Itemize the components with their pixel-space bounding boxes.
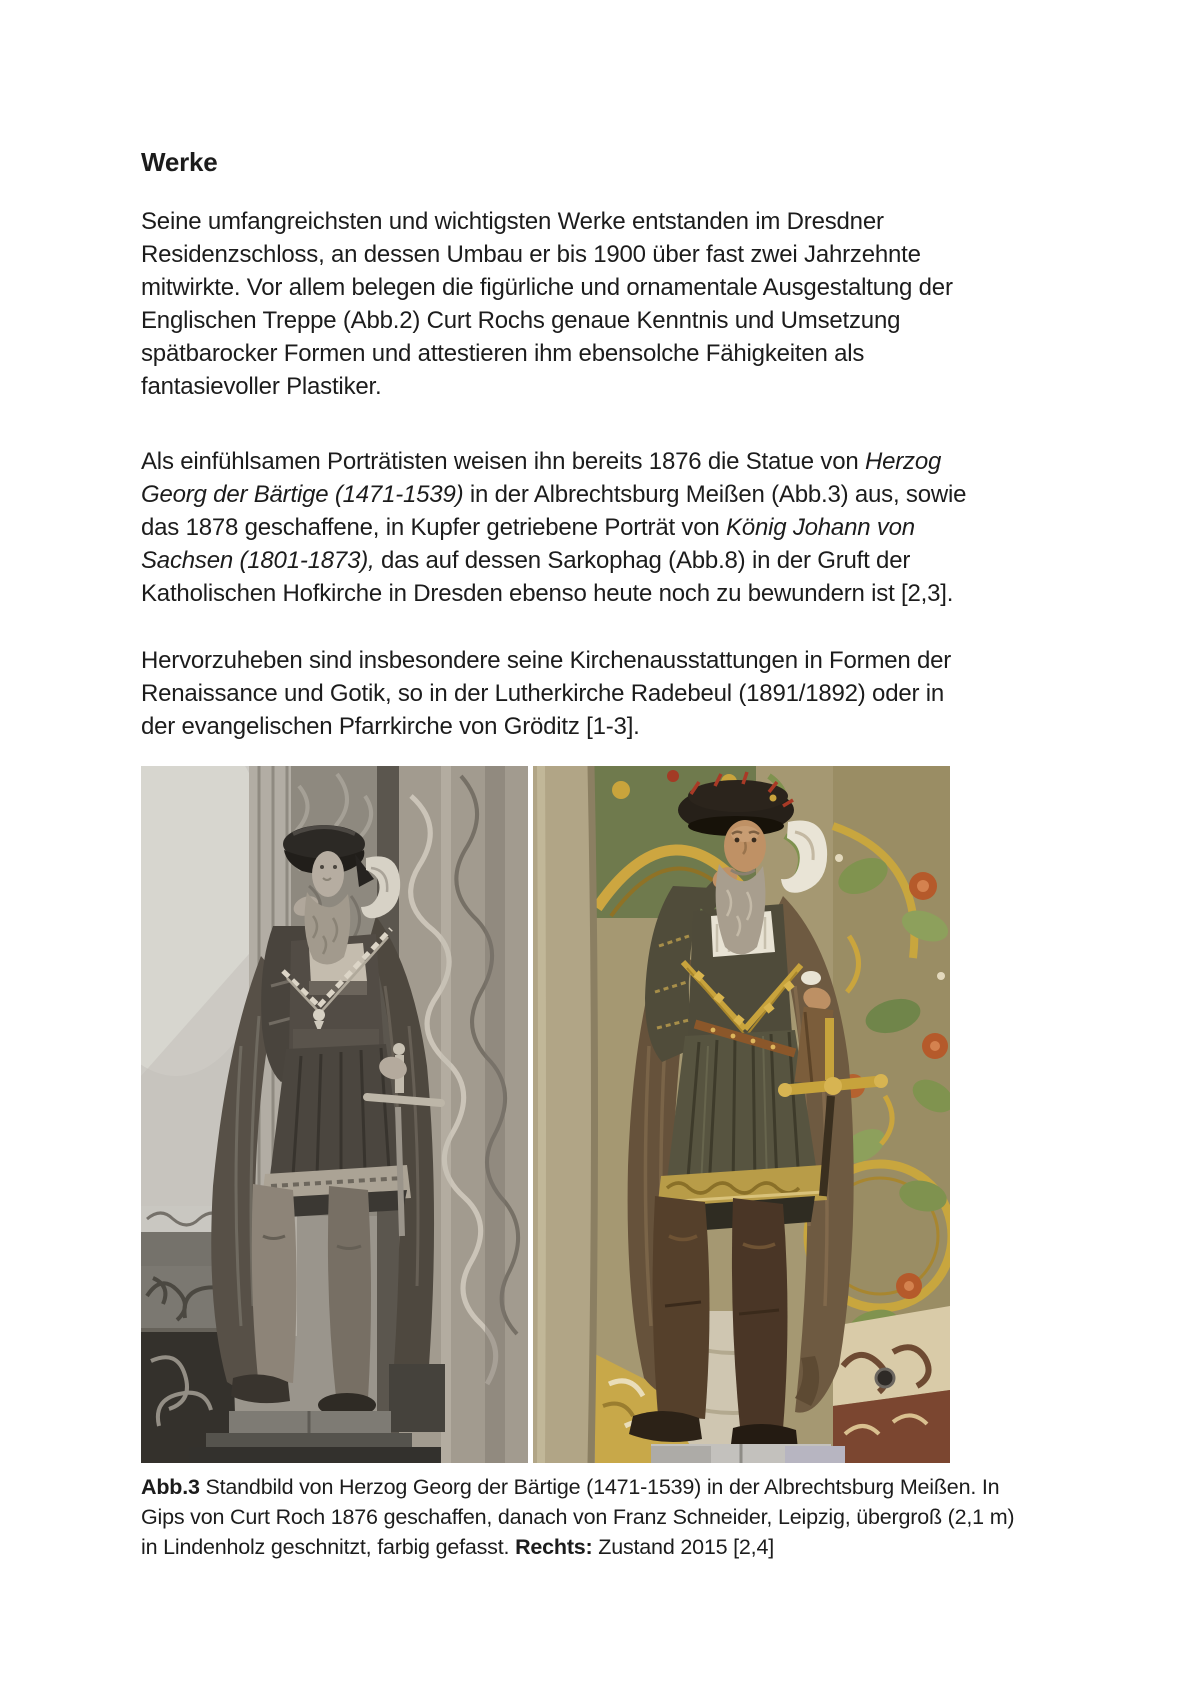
text-run: spätbarocker Formen und attestieren ihm ebensolche Fähigkeiten als	[141, 340, 865, 367]
figure-caption	[141, 1472, 1151, 1562]
text-run: fantasievoller Plastiker.	[141, 373, 382, 400]
text-run: mitwirkte. Vor allem belegen die figürliche und ornamentale Ausgestaltung der	[141, 274, 953, 301]
text-run: Katholischen Hofkirche in Dresden ebenso heute noch zu bewundern ist [2,3].	[141, 580, 954, 607]
text-run: Als einfühlsamen Porträtisten weisen ihn bereits 1876 die Statue von	[141, 448, 865, 475]
figure-row	[141, 766, 1151, 1463]
text-run: Seine umfangreichsten und wichtigsten Werke entstanden im Dresdner	[141, 208, 884, 235]
text-run: Hervorzuheben sind insbesondere seine Kirchenausstattungen in Formen der	[141, 647, 952, 674]
text-run: Standbild von Herzog Georg der Bärtige (1471-1539) in der Albrechtsburg Meißen. In	[199, 1475, 1000, 1499]
paragraph-werke-3	[141, 644, 1151, 743]
text-run: König Johann von	[725, 514, 915, 541]
figure-right-color-photo	[533, 766, 950, 1463]
text-run: Rechts:	[515, 1535, 593, 1559]
text-run: in Lindenholz geschnitzt, farbig gefasst.	[141, 1535, 516, 1559]
text-run: Abb.3	[141, 1475, 200, 1499]
text-run: das auf dessen Sarkophag (Abb.8) in der Gruft der	[374, 547, 911, 574]
text-run: Herzog	[864, 448, 942, 475]
figure-left-bw-photo	[141, 766, 528, 1463]
paragraph-werke-1	[141, 205, 1151, 403]
text-run: Residenzschloss, an dessen Umbau er bis 1900 über fast zwei Jahrzehnte	[141, 241, 921, 268]
text-run: Zustand 2015 [2,4]	[592, 1535, 774, 1559]
page-title: Werke	[141, 147, 218, 177]
paragraph-werke-2	[141, 445, 1151, 610]
document-content	[141, 146, 1151, 1562]
color-stone-column	[533, 766, 595, 1463]
text-run: Sachsen (1801-1873),	[141, 547, 375, 574]
text-run: das 1878 geschaffene, in Kupfer getriebene Porträt von	[141, 514, 726, 541]
text-run: der evangelischen Pfarrkirche von Gröditz [1-3].	[141, 713, 640, 740]
text-run: Gips von Curt Roch 1876 geschaffen, danach von Franz Schneider, Leipzig, übergroß (2,1 m)	[141, 1505, 1015, 1529]
text-run: Englischen Treppe (Abb.2) Curt Rochs genaue Kenntnis und Umsetzung	[141, 307, 901, 334]
text-run: Renaissance und Gotik, so in der Lutherkirche Radebeul (1891/1892) oder in	[141, 680, 945, 707]
text-run: in der Albrechtsburg Meißen (Abb.3) aus, sowie	[463, 481, 967, 508]
text-run: Georg der Bärtige (1471-1539)	[141, 481, 464, 508]
